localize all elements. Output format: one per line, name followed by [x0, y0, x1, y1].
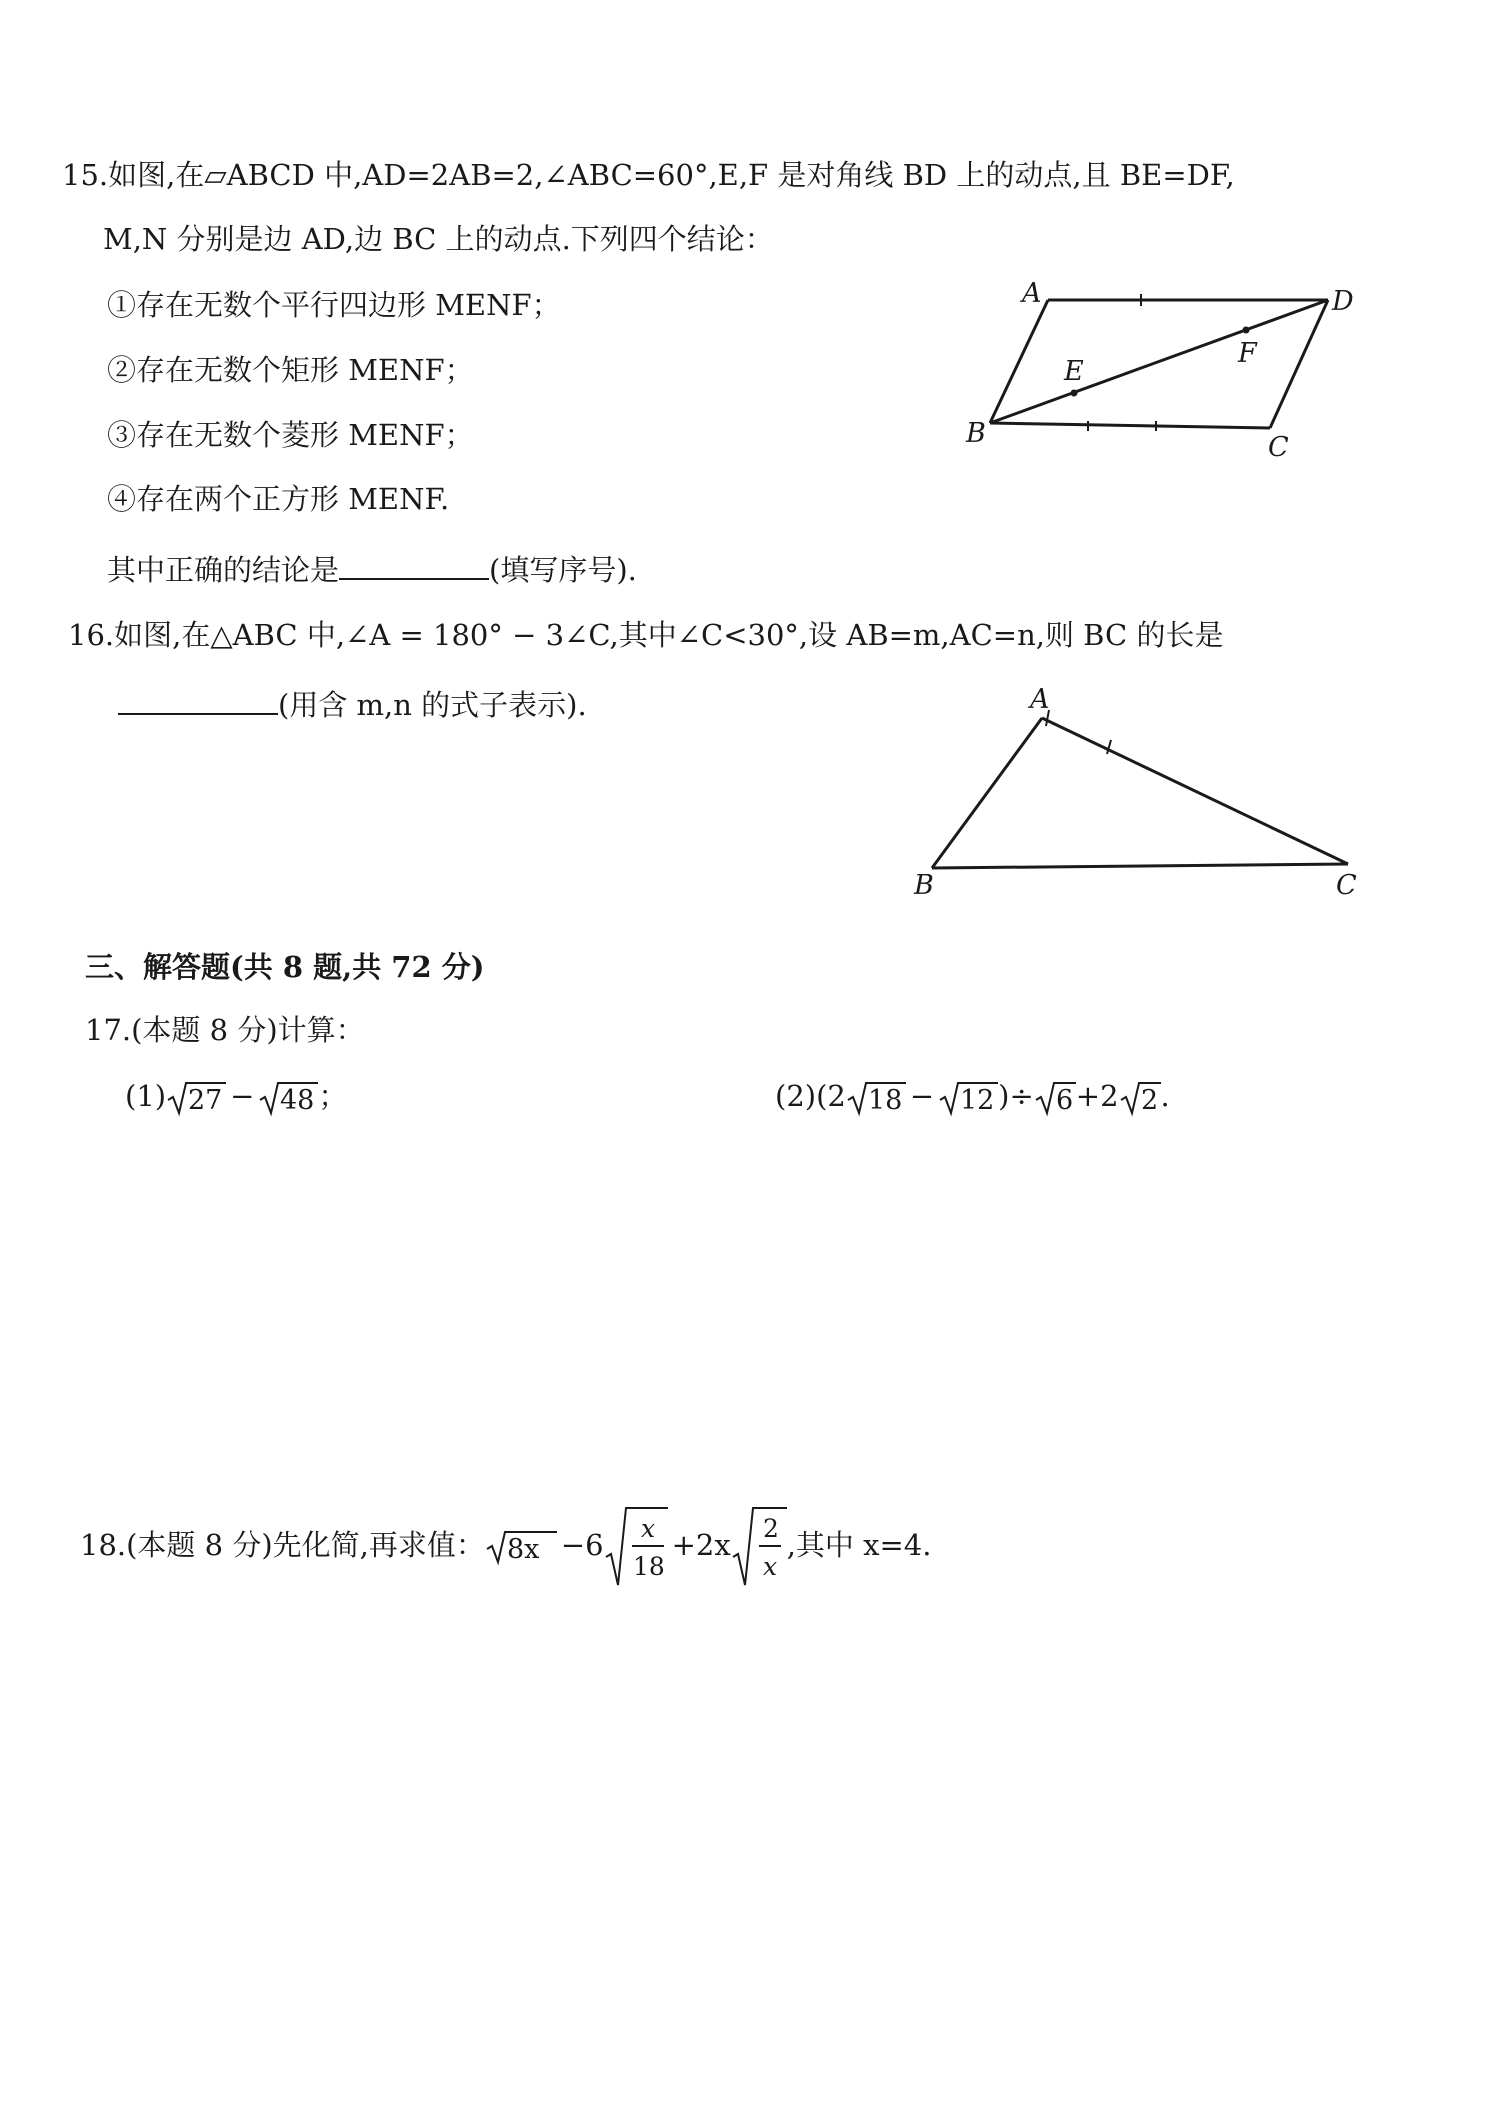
q16-line2-suffix: (用含 m,n 的式子表示).	[278, 688, 587, 722]
radical-sign-icon	[258, 1080, 318, 1116]
q17-part1	[125, 1080, 347, 1116]
radical-sign-icon	[938, 1080, 998, 1116]
label-A: A	[1022, 278, 1042, 309]
radical-sign-icon	[166, 1080, 226, 1116]
q18-term3-coef: +2x	[671, 1528, 731, 1562]
q15-line2: M,N 分别是边 AD,边 BC 上的动点.下列四个结论：	[103, 222, 774, 256]
q17-part2-end: .	[1160, 1079, 1170, 1113]
label-F: F	[1238, 338, 1257, 369]
q18-suffix: ,其中 x=4.	[786, 1528, 932, 1562]
q15-answer-line	[107, 550, 637, 587]
q18-frac1-num: x	[640, 1514, 655, 1543]
q15-answer-prefix: 其中正确的结论是	[107, 553, 340, 587]
label-C: C	[1268, 432, 1289, 463]
radical-sign-icon	[846, 1080, 906, 1116]
q15-option2: ②存在无数个矩形 MENF；	[107, 353, 474, 387]
q17-part2-rad-b: 12	[960, 1085, 995, 1116]
q17-part2	[775, 1080, 1170, 1116]
q15-option1: ①存在无数个平行四边形 MENF；	[107, 288, 561, 322]
q18-frac2-den: x	[762, 1552, 777, 1581]
radical-sign-icon	[485, 1529, 557, 1565]
q15-answer-blank[interactable]	[339, 550, 489, 580]
q17-part1-rad-a: 27	[188, 1085, 223, 1116]
q16-line2	[118, 685, 587, 722]
parallelogram-diagram	[960, 280, 1380, 480]
q17-part1-rad-b: 48	[280, 1085, 315, 1116]
q16-line1: 16.如图,在△ABC 中,∠A = 180° − 3∠C,其中∠C<30°,设 AB=m,AC=n,则 BC 的长是	[68, 618, 1224, 652]
q17-part2-label: (2)(2	[775, 1079, 846, 1113]
q17-part1-end: ；	[318, 1079, 348, 1113]
label-E: E	[1064, 356, 1084, 387]
q18-rad-a: 8x	[506, 1534, 540, 1565]
q18-term2-coef: −6	[560, 1528, 604, 1562]
triangle-diagram	[900, 680, 1357, 901]
label-B: B	[914, 870, 934, 901]
q17-part2-rad-a: 18	[867, 1085, 903, 1116]
label-C: C	[1336, 870, 1357, 901]
q15-option3: ③存在无数个菱形 MENF；	[107, 418, 474, 452]
q18-line	[80, 1505, 931, 1589]
label-D: D	[1332, 286, 1354, 317]
q17-part1-minus: −	[230, 1079, 255, 1113]
q15-line1: 15.如图,在▱ABCD 中,AD=2AB=2,∠ABC=60°,E,F 是对角线 BD 上的动点,且 BE=DF,	[62, 158, 1235, 192]
q17-part2-rad-c: 6	[1055, 1085, 1073, 1116]
q17-part2-minus: −	[909, 1079, 935, 1113]
radical-sign-icon	[1034, 1080, 1076, 1116]
q17-title: 17.(本题 8 分)计算：	[85, 1013, 365, 1047]
q16-answer-blank[interactable]	[118, 685, 278, 715]
label-A: A	[1030, 684, 1050, 715]
radical-fraction-icon	[604, 1505, 668, 1589]
radical-fraction-icon	[731, 1505, 787, 1589]
q17-part2-rad-d: 2	[1140, 1085, 1158, 1116]
q15-option4: ④存在两个正方形 MENF.	[107, 482, 450, 516]
label-B: B	[966, 418, 986, 449]
q15-answer-suffix: (填写序号).	[489, 553, 637, 587]
q18-frac1-den: 18	[632, 1552, 665, 1581]
q17-part2-plus: +2	[1075, 1079, 1119, 1113]
radical-sign-icon	[1119, 1080, 1161, 1116]
q18-prefix: 18.(本题 8 分)先化简,再求值：	[80, 1528, 485, 1562]
q18-frac2-num: 2	[762, 1514, 779, 1543]
q17-part2-mid: )÷	[998, 1079, 1034, 1113]
q17-part1-label: (1)	[125, 1079, 167, 1113]
section-heading: 三、解答题(共 8 题,共 72 分)	[85, 950, 485, 984]
